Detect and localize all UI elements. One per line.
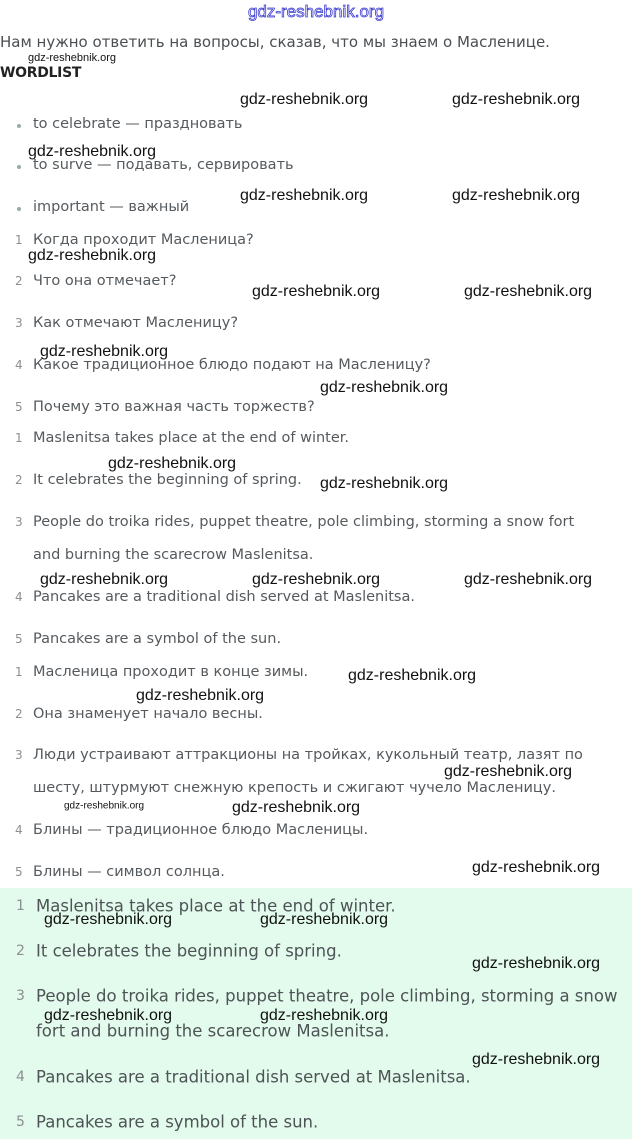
- question-number: 1: [15, 233, 23, 247]
- watermark: gdz-reshebnik.org: [40, 343, 169, 360]
- answer-text: Pancakes are a symbol of the sun.: [33, 631, 282, 647]
- answer-text-cont: and burning the scarecrow Maslenitsa.: [33, 547, 314, 563]
- bullet-icon: [17, 165, 21, 169]
- question-text: Почему это важная часть торжеств?: [33, 399, 315, 415]
- watermark: gdz-reshebnik.org: [28, 143, 157, 160]
- answer-text: Pancakes are a traditional dish served at Maslenitsa.: [33, 589, 415, 605]
- question-number: 5: [15, 400, 23, 414]
- watermark: gdz-reshebnik.org: [28, 247, 157, 264]
- translation-number: 1: [15, 665, 23, 679]
- highlighted-answer-number: 4: [16, 1069, 25, 1085]
- watermark: gdz-reshebnik.org: [240, 91, 369, 108]
- watermark: gdz-reshebnik.org: [232, 799, 361, 816]
- translation-text: Масленица проходит в конце зимы.: [33, 664, 309, 680]
- translation-number: 3: [15, 748, 23, 762]
- intro-text: Нам нужно ответить на вопросы, сказав, что мы знаем о Масленице.: [0, 33, 550, 51]
- answer-text: People do troika rides, puppet theatre, pole climbing, storming a snow fort: [33, 514, 575, 530]
- question-text: Что она отмечает?: [33, 273, 177, 289]
- answer-number: 2: [15, 473, 23, 487]
- question-text: Какое традиционное блюдо подают на Масленицу?: [33, 357, 431, 373]
- highlighted-answer-text: People do troika rides, puppet theatre, pole climbing, storming a snow: [36, 986, 618, 1006]
- highlighted-answer-text: It celebrates the beginning of spring.: [36, 941, 342, 961]
- highlighted-answer-number: 5: [16, 1114, 25, 1130]
- translation-text: Люди устраивают аттракционы на тройках, кукольный театр, лазят по: [33, 747, 583, 763]
- translation-text-cont: шесту, штурмуют снежную крепость и сжигают чучело Масленицу.: [33, 780, 556, 796]
- watermark: gdz-reshebnik.org: [136, 687, 265, 704]
- answer-number: 4: [15, 590, 23, 604]
- highlighted-answer-number: 1: [16, 898, 25, 914]
- watermark: gdz-reshebnik.org: [452, 187, 581, 204]
- watermark: gdz-reshebnik.org: [252, 571, 381, 588]
- watermark: gdz-reshebnik.org: [108, 455, 237, 472]
- watermark: gdz-reshebnik.org: [320, 475, 449, 492]
- translation-number: 2: [15, 707, 23, 721]
- watermark: gdz-reshebnik.org: [260, 911, 389, 928]
- watermark: gdz-reshebnik.org: [40, 571, 169, 588]
- watermark: gdz-reshebnik.org: [444, 763, 573, 780]
- watermark: gdz-reshebnik.org: [452, 91, 581, 108]
- highlighted-answer-number: 2: [16, 943, 25, 959]
- watermark-small: gdz-reshebnik.org: [28, 52, 117, 64]
- question-number: 2: [15, 274, 23, 288]
- question-text: Когда проходит Масленица?: [33, 232, 254, 248]
- watermark-small: gdz-reshebnik.org: [64, 800, 145, 812]
- watermark: gdz-reshebnik.org: [472, 859, 601, 876]
- watermark: gdz-reshebnik.org: [464, 283, 593, 300]
- watermark: gdz-reshebnik.org: [348, 667, 477, 684]
- watermark: gdz-reshebnik.org: [320, 379, 449, 396]
- translation-text: Блины — символ солнца.: [33, 864, 225, 880]
- watermark: gdz-reshebnik.org: [44, 1007, 173, 1024]
- answer-number: 3: [15, 515, 23, 529]
- watermark: gdz-reshebnik.org: [472, 955, 601, 972]
- question-number: 4: [15, 358, 23, 372]
- wordlist-item: to celebrate — праздновать: [33, 116, 243, 132]
- watermark: gdz-reshebnik.org: [472, 1051, 601, 1068]
- watermark: gdz-reshebnik.org: [260, 1007, 389, 1024]
- watermark-top: gdz-reshebnik.org: [247, 2, 385, 21]
- highlighted-answer-text: Maslenitsa takes place at the end of winter.: [36, 896, 396, 916]
- wordlist-heading: WORDLIST: [0, 65, 82, 81]
- wordlist-item: important — важный: [33, 199, 190, 215]
- answer-text: Maslenitsa takes place at the end of winter.: [33, 430, 350, 446]
- answer-number: 5: [15, 632, 23, 646]
- highlighted-answer-text: Pancakes are a symbol of the sun.: [36, 1112, 319, 1132]
- translation-number: 4: [15, 823, 23, 837]
- translation-text: Блины — традиционное блюдо Масленицы.: [33, 822, 369, 838]
- highlighted-answer-text-cont: fort and burning the scarecrow Maslenitsa.: [36, 1021, 390, 1041]
- highlighted-answer-number: 3: [16, 988, 25, 1004]
- watermark: gdz-reshebnik.org: [240, 187, 369, 204]
- highlighted-answer-text: Pancakes are a traditional dish served at Maslenitsa.: [36, 1067, 471, 1087]
- question-number: 3: [15, 316, 23, 330]
- watermark: gdz-reshebnik.org: [464, 571, 593, 588]
- bullet-icon: [17, 207, 21, 211]
- bullet-icon: [17, 124, 21, 128]
- answer-text: It celebrates the beginning of spring.: [33, 472, 302, 488]
- wordlist-item: to surve — подавать, сервировать: [33, 157, 294, 173]
- translation-number: 5: [15, 865, 23, 879]
- translation-text: Она знаменует начало весны.: [33, 706, 263, 722]
- watermark: gdz-reshebnik.org: [44, 911, 173, 928]
- answer-number: 1: [15, 431, 23, 445]
- watermark: gdz-reshebnik.org: [252, 283, 381, 300]
- question-text: Как отмечают Масленицу?: [33, 315, 239, 331]
